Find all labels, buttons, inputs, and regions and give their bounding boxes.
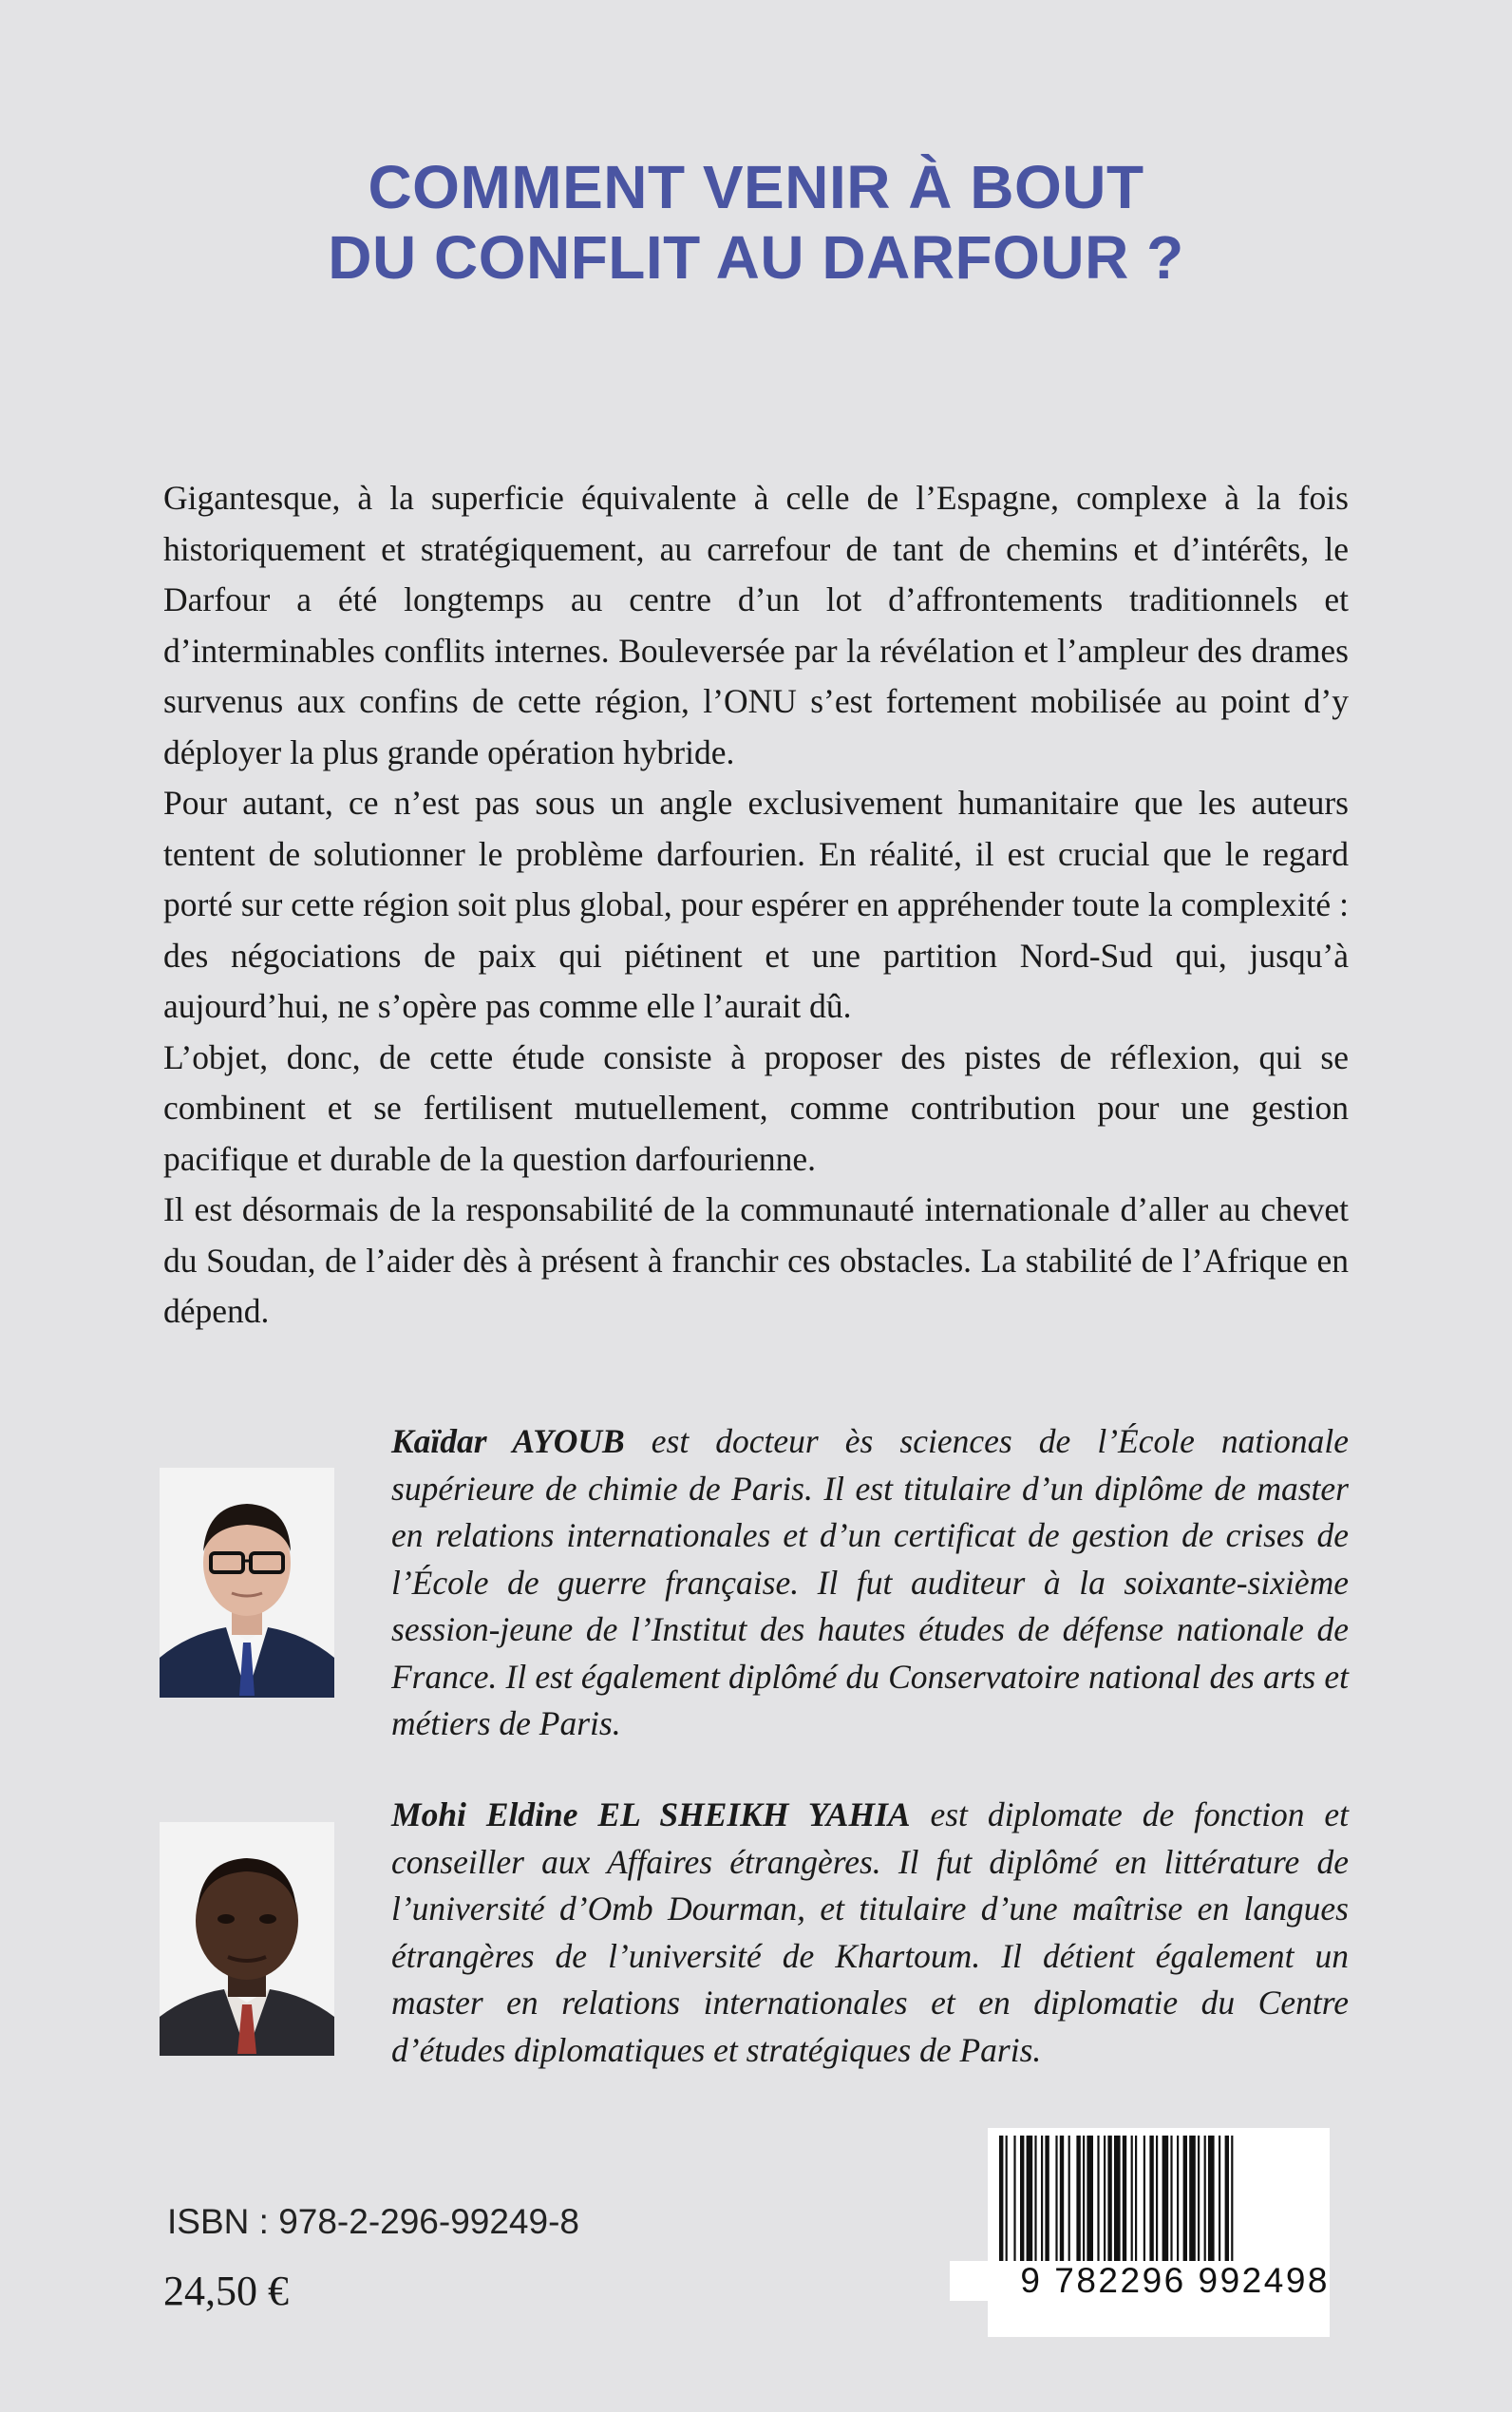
book-title-line-1: COMMENT VENIR À BOUT — [368, 153, 1144, 221]
barcode-bar — [1006, 2136, 1008, 2261]
barcode-bar — [1149, 2136, 1153, 2261]
book-title — [0, 152, 1512, 293]
barcode-bar — [1097, 2136, 1099, 2261]
author-bio: est docteur ès sciences de l’École nationale supérieure de chimie de Paris. Il est titulaire d’un diplôme de master en relations internationales et d’un certificat de gestion de crises de l’École de guerre française. Il fut auditeur à la soixante-sixième session-jeune de l’Institut des hautes études de défense nationale de France. Il est également diplômé du Conservatoire national des arts et métiers de Paris. — [391, 1422, 1349, 1742]
barcode-bar — [1060, 2136, 1064, 2261]
barcode-bar — [1013, 2136, 1015, 2261]
barcode-bar — [1055, 2136, 1057, 2261]
barcode-bar — [1219, 2136, 1220, 2261]
barcode-bar — [1041, 2136, 1043, 2261]
barcode-bar — [1143, 2136, 1145, 2261]
barcode-digits: 9 782296 992498 — [950, 2261, 1330, 2301]
barcode-bars — [988, 2128, 1330, 2337]
barcode-bar — [1189, 2136, 1196, 2261]
author-name: Kaïdar AYOUB — [391, 1422, 625, 1460]
isbn: ISBN : 978-2-296-99249-8 — [167, 2202, 579, 2241]
summary-paragraph: Gigantesque, à la superficie équivalente à celle de l’Espagne, complexe à la fois historiquement et stratégiquement, au carrefour de tant de chemins et d’intérêts, le Darfour a été longtemps au centre d’un lot d’affrontements traditionnels et d’interminables conflits internes. Bouleversée par la révélation et l’ampleur des drames survenus aux confins de cette région, l’ONU s’est fortement mobilisée au point d’y déployer la plus grande opération hybride. — [163, 479, 1349, 771]
barcode-bar — [1183, 2136, 1187, 2261]
barcode-bar — [1208, 2136, 1215, 2261]
barcode-bar — [999, 2136, 1003, 2261]
barcode-bar — [1076, 2136, 1080, 2261]
author-bio: est diplomate de fonction et conseiller aux Affaires étrangères. Il fut diplômé en littérature de l’université d’Omb Dourman, et titulaire d’une maîtrise en langues étrangères de l’université de Khartoum. Il détient également un master en relations internationales et en diplomatie du Centre d’études diplomatiques et stratégiques de Paris. — [391, 1795, 1349, 2069]
barcode-bar — [1114, 2136, 1121, 2261]
barcode-bar — [1123, 2136, 1126, 2261]
author-bio-el-sheikh-yahia — [391, 1792, 1349, 2074]
portrait-illustration — [160, 1468, 334, 1698]
book-title-line-2: DU CONFLIT AU DARFOUR ? — [328, 223, 1184, 292]
author-bio-ayoub — [391, 1418, 1349, 1748]
barcode — [988, 2128, 1330, 2337]
barcode-bar — [1027, 2136, 1033, 2261]
summary-paragraph: Il est désormais de la responsabilité de la communauté internationale d’aller au chevet du Soudan, de l’aider dès à présent à franchir ces obstacles. La stabilité de l’Afrique en dépend. — [163, 1190, 1349, 1330]
price: 24,50 € — [163, 2268, 289, 2314]
barcode-bar — [1107, 2136, 1111, 2261]
barcode-bar — [1083, 2136, 1085, 2261]
author-photo-ayoub — [160, 1468, 334, 1698]
barcode-bar — [1204, 2136, 1206, 2261]
summary-paragraph: Pour autant, ce n’est pas sous un angle exclusivement humanitaire que les auteurs tentent de solutionner le problème darfourien. En réalité, il est crucial que le regard porté sur cette région soit plus global, pour espérer en appréhender toute la complexité : des négociations de paix qui piétinent et une partition Nord-Sud qui, jusqu’à aujourd’hui, ne s’opère pas comme elle l’aurait dû. — [163, 784, 1349, 1025]
barcode-bar — [1170, 2136, 1172, 2261]
author-photo-el-sheikh-yahia — [160, 1822, 334, 2056]
barcode-bar — [1034, 2136, 1036, 2261]
barcode-bar — [1225, 2136, 1229, 2261]
author-name: Mohi Eldine EL SHEIKH YAHIA — [391, 1795, 911, 1833]
barcode-bar — [1177, 2136, 1179, 2261]
barcode-bar — [1198, 2136, 1200, 2261]
barcode-bar — [1231, 2136, 1233, 2261]
barcode-bar — [1135, 2136, 1137, 2261]
portrait-illustration — [160, 1822, 334, 2056]
barcode-bar — [1104, 2136, 1106, 2261]
barcode-bar — [1020, 2136, 1024, 2261]
summary-paragraph: L’objet, donc, de cette étude consiste à proposer des pistes de réflexion, qui se combinent et se fertilisent mutuellement, comme contribution pour une gestion pacifique et durable de la question darfourienne. — [163, 1037, 1349, 1178]
barcode-bar — [1162, 2136, 1169, 2261]
barcode-bar — [1156, 2136, 1158, 2261]
barcode-bar — [1131, 2136, 1133, 2261]
barcode-bar — [1087, 2136, 1093, 2261]
summary-text — [163, 473, 1349, 1338]
barcode-bar — [1045, 2136, 1049, 2261]
barcode-bar — [1068, 2136, 1070, 2261]
